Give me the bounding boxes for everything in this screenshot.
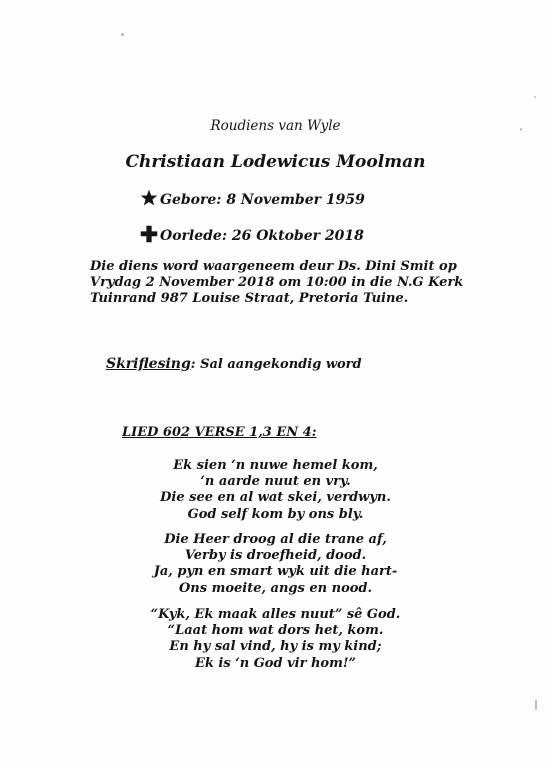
scan-speck [121,33,124,36]
service-line: Vrydag 2 November 2018 om 10:00 in die N.G Kerk [90,275,464,290]
verse-line: “Laat hom wat dors het, kom. [167,623,384,639]
verse-line: Ek sien ‘n nuwe hemel kom, [173,458,378,473]
birth-date-row [140,189,365,208]
birth-date-text: Gebore: 8 November 1959 [160,192,365,208]
verse-line: “Kyk, Ek maak alles nuut” sê God. [150,607,401,622]
verse-line: En hy sal vind, hy is my kind; [169,639,382,655]
hymn-verse [0,532,551,597]
verse-line: God self kom by ons bly. [187,506,364,522]
scan-speck [535,700,537,710]
verse-line: Die Heer droog al die trane af, [164,532,387,547]
scan-speck [534,96,536,98]
hymn-verse [0,607,551,672]
service-line: Tuinrand 987 Louise Straat, Pretoria Tuine. [90,291,409,306]
death-date-row [140,225,364,244]
verse-line: Die see en al wat skei, verdwyn. [160,490,391,506]
scripture-text: Sal aangekondig word [200,357,362,372]
death-date-text: Oorlede: 26 Oktober 2018 [160,228,364,244]
heading: Roudiens van Wyle [210,118,341,134]
scripture-label: Skriflesing [106,356,191,372]
hymn-verse [0,458,551,523]
verse-line: Verby is droefheid, dood. [184,548,367,564]
verse-line: Ek is ‘n God vir hom!” [194,655,357,671]
deceased-name: Christiaan Lodewicus Moolman [125,152,426,172]
hymn-title: LIED 602 VERSE 1,3 EN 4: [122,425,317,440]
verse-line: Ja, pyn en smart wyk uit die hart- [153,564,398,580]
cross-icon [140,225,158,243]
scripture-reading [106,356,362,372]
scripture-separator: : [190,357,196,372]
service-line: Die diens word waargeneem deur Ds. Dini Smit op [90,259,457,274]
verse-line: ‘n aarde nuut en vry. [200,474,351,490]
star-icon [140,189,158,207]
verse-line: Ons moeite, angs en nood. [178,580,373,596]
